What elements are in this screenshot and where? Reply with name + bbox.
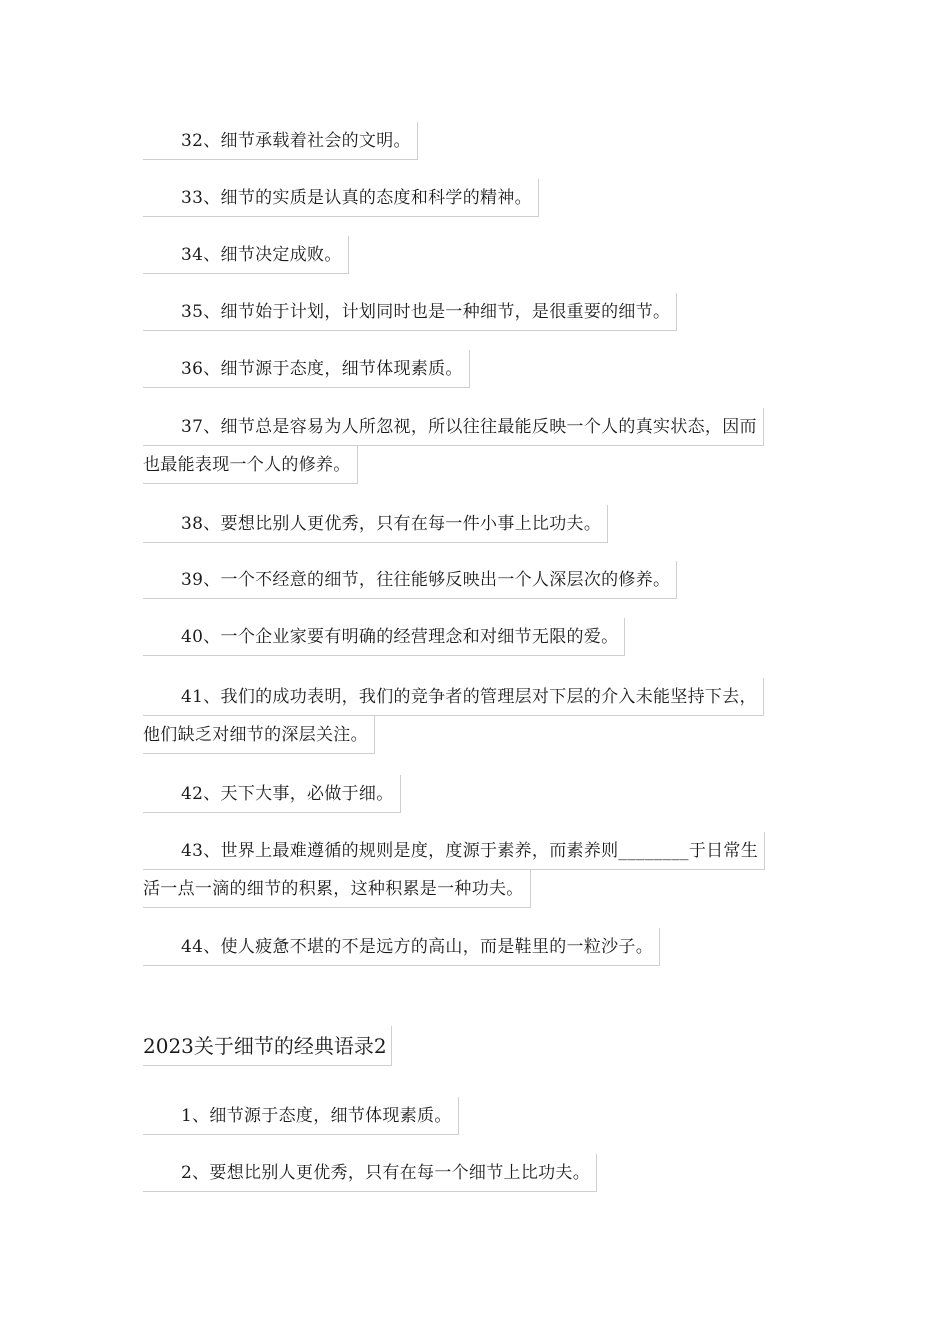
quote-line: 43、世界上最难遵循的规则是度，度源于素养，而素养则________于日常生 bbox=[143, 832, 765, 870]
quote-43 bbox=[143, 832, 765, 908]
quote-line: 他们缺乏对细节的深层关注。 bbox=[143, 716, 375, 754]
quote-40 bbox=[143, 618, 625, 656]
quote-42 bbox=[143, 775, 401, 813]
quote-2-2 bbox=[143, 1154, 597, 1192]
quote-line: 32、细节承载着社会的文明。 bbox=[143, 122, 418, 160]
quote-35 bbox=[143, 293, 677, 331]
quote-line: 34、细节决定成败。 bbox=[143, 236, 349, 274]
quote-32 bbox=[143, 122, 418, 160]
quote-line: 33、细节的实质是认真的态度和科学的精神。 bbox=[143, 179, 539, 217]
quote-line: 41、我们的成功表明，我们的竞争者的管理层对下层的介入未能坚持下去， bbox=[143, 678, 764, 716]
quote-39 bbox=[143, 561, 677, 599]
quote-line: 38、要想比别人更优秀，只有在每一件小事上比功夫。 bbox=[143, 505, 608, 543]
quote-line: 44、使人疲惫不堪的不是远方的高山，而是鞋里的一粒沙子。 bbox=[143, 928, 660, 966]
quote-line: 2、要想比别人更优秀，只有在每一个细节上比功夫。 bbox=[143, 1154, 597, 1192]
quote-36 bbox=[143, 350, 470, 388]
quote-line: 36、细节源于态度，细节体现素质。 bbox=[143, 350, 470, 388]
quote-37 bbox=[143, 408, 764, 484]
quote-line: 1、细节源于态度，细节体现素质。 bbox=[143, 1097, 459, 1135]
quote-line: 39、一个不经意的细节，往往能够反映出一个人深层次的修养。 bbox=[143, 561, 677, 599]
quote-line: 40、一个企业家要有明确的经营理念和对细节无限的爱。 bbox=[143, 618, 625, 656]
quote-line: 37、细节总是容易为人所忽视，所以往往最能反映一个人的真实状态，因而 bbox=[143, 408, 764, 446]
quote-38 bbox=[143, 505, 608, 543]
quote-line: 42、天下大事，必做于细。 bbox=[143, 775, 401, 813]
quote-line: 活一点一滴的细节的积累，这种积累是一种功夫。 bbox=[143, 870, 531, 908]
quote-34 bbox=[143, 236, 349, 274]
quote-line: 也最能表现一个人的修养。 bbox=[143, 446, 358, 484]
quote-41 bbox=[143, 678, 764, 754]
section-heading bbox=[143, 1026, 392, 1066]
quote-44 bbox=[143, 928, 660, 966]
section-heading-text: 2023关于细节的经典语录2 bbox=[143, 1026, 392, 1066]
quote-2-1 bbox=[143, 1097, 459, 1135]
quote-line: 35、细节始于计划，计划同时也是一种细节，是很重要的细节。 bbox=[143, 293, 677, 331]
quote-33 bbox=[143, 179, 539, 217]
